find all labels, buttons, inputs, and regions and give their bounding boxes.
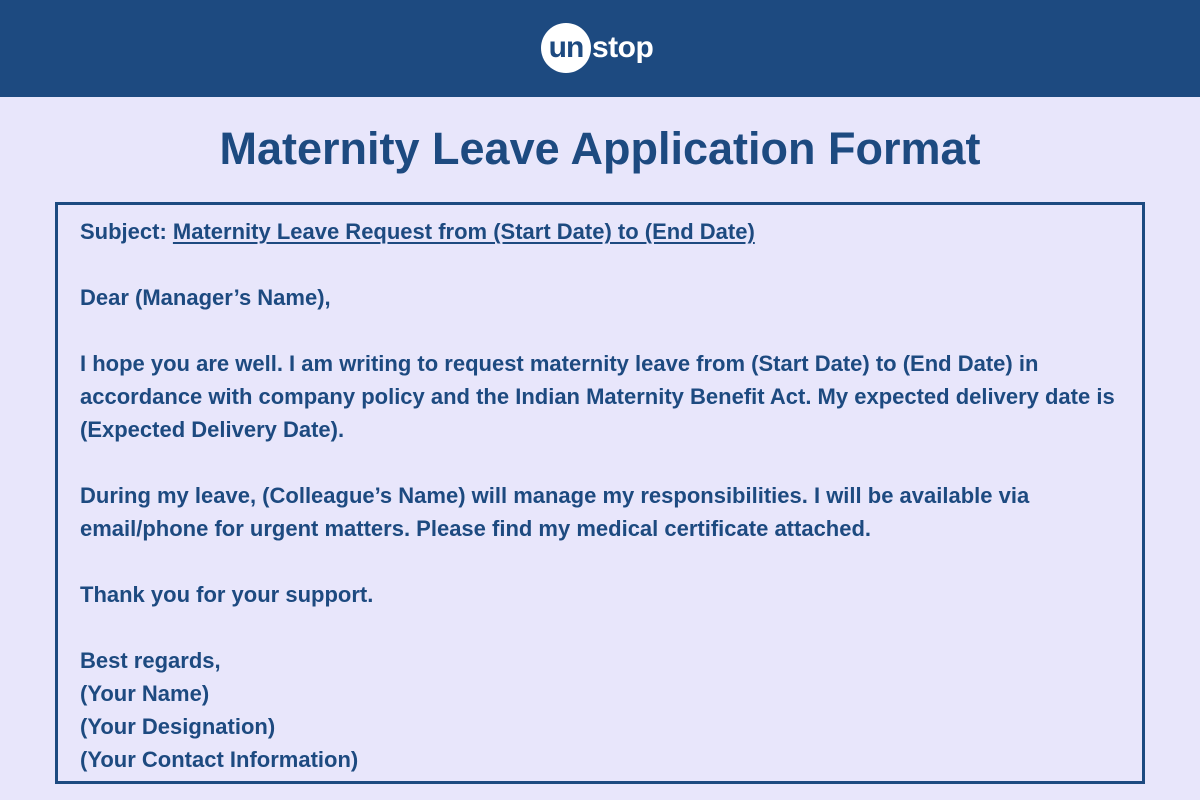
letter-body bbox=[80, 215, 1130, 776]
unstop-logo[interactable] bbox=[541, 23, 653, 73]
subject-line bbox=[80, 215, 1130, 248]
subject-label: Subject: bbox=[80, 219, 173, 244]
greeting: Dear (Manager’s Name), bbox=[80, 285, 331, 310]
header-bar bbox=[0, 0, 1200, 97]
signature-name: (Your Name) bbox=[80, 681, 210, 706]
subject-value: Maternity Leave Request from (Start Date) to (End Date) bbox=[172, 219, 755, 244]
logo-text: stop bbox=[592, 31, 654, 64]
signature-block bbox=[80, 644, 1130, 776]
letter-template-box bbox=[55, 202, 1145, 784]
page-title: Maternity Leave Application Format bbox=[219, 123, 981, 174]
logo-circle: un bbox=[541, 23, 591, 73]
thanks-line: Thank you for your support. bbox=[80, 582, 374, 607]
paragraph-coverage: During my leave, (Colleague’s Name) will manage my responsibilities. I will be available via email/phone for urgent matters. Please find my medical certificate attached. bbox=[80, 483, 1030, 541]
signature-contact: (Your Contact Information) bbox=[80, 747, 359, 772]
closing-line: Best regards, bbox=[80, 648, 221, 673]
signature-designation: (Your Designation) bbox=[80, 714, 276, 739]
paragraph-request: I hope you are well. I am writing to request maternity leave from (Start Date) to (End Date) in accordance with company policy and the Indian Maternity Benefit Act. My expected delivery date is (Expected Delivery Date). bbox=[80, 351, 1115, 442]
